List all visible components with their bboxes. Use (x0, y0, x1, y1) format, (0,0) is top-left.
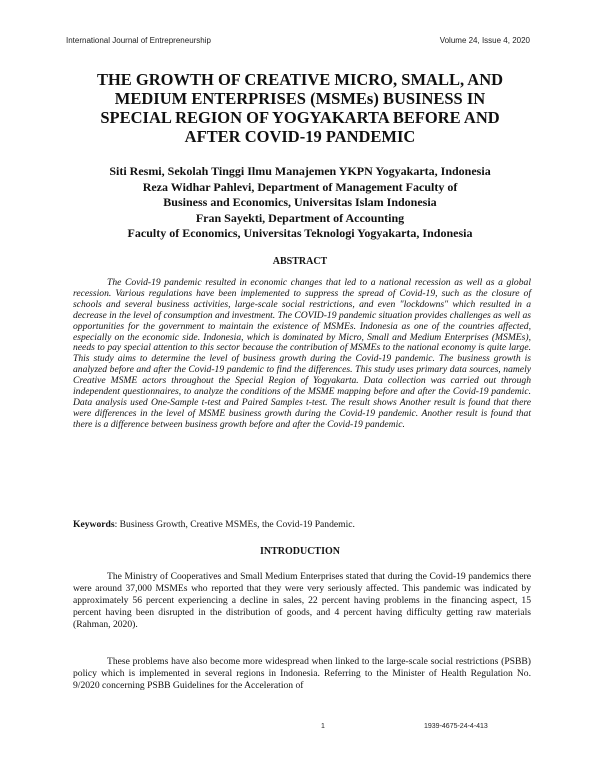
title-line: MEDIUM ENTERPRISES (MSMEs) BUSINESS IN (114, 89, 486, 108)
keywords-label: Keywords (73, 519, 115, 530)
abstract-text: The Covid-19 pandemic resulted in economic changes that led to a national recession as well as a global recession. Various regulations have been implemented to suppress the spread of Covid-19, such as the closure of schools and several business activities, large-scale social restrictions, and even "lockdowns" which resulted in a decrease in the level of consumption and investment. The COVID-19 pandemic situation provides challenges as well as opportunities for the government to maintain the existence of MSMEs. Indonesia as one of the countries affected, especially on the economic side. Indonesia, which is dominated by Micro, Small and Medium Enterprises (MSMEs), needs to pay special attention to this sector because the contribution of MSMEs to the national economy is quite large. This study aims to determine the level of business growth during the Covid-19 pandemic. The business growth is analyzed before and after the Covid-19 pandemic to find the differences. This study uses primary data sources, namely Creative MSME actors throughout the Special Region of Yogyakarta. Data collection was carried out through independent questionnaires, to analyze the conditions of the MSME mapping before and after the Covid-19 pandemic. Data analysis used One-Sample t-test and Paired Samples t-test. The result shows Another result is found that there were differences in the level of MSME business growth during the Covid-19 pandemic. Another result is found that there is a difference between business growth before and after the Covid-19 pandemic. (73, 277, 531, 430)
intro-paragraph: These problems have also become more widespread when linked to the large-scale social restrictions (PSBB) policy which is implemented in several regions in Indonesia. Referring to the Minister of Health Regulation No. 9/2020 concerning PSBB Guidelines for the Acceleration of (73, 656, 531, 692)
author-line: Business and Economics, Universitas Islam Indonesia (163, 195, 437, 209)
page-number: 1 (321, 723, 325, 730)
keywords-text: : Business Growth, Creative MSMEs, the Covid-19 Pandemic. (114, 519, 355, 530)
author-line: Fran Sayekti, Department of Accounting (195, 210, 405, 225)
article-code: 1939-4675-24-4-413 (424, 723, 488, 730)
keywords (73, 519, 531, 530)
author-line: Faculty of Economics, Universitas Teknologi Yogyakarta, Indonesia (127, 226, 473, 240)
abstract-heading: ABSTRACT (272, 256, 328, 267)
title-line: AFTER COVID-19 PANDEMIC (184, 127, 416, 146)
volume-issue: Volume 24, Issue 4, 2020 (439, 36, 530, 45)
intro-paragraph: The Ministry of Cooperatives and Small Medium Enterprises stated that during the Covid-19 pandemics there were around 37,000 MSMEs who reported that they were very seriously affected. This pandemic was indicated by approximately 56 percent experiencing a decline in sales, 22 percent having problems in the financing aspect, 15 percent having been disrupted in the distribution of goods, and 4 percent having difficulty getting raw materials (Rahman, 2020). (73, 571, 531, 631)
title-line: SPECIAL REGION OF YOGYAKARTA BEFORE AND (100, 108, 500, 127)
author-block (60, 164, 540, 242)
author-line: Siti Resmi, Sekolah Tinggi Ilmu Manajemen YKPN Yogyakarta, Indonesia (109, 164, 491, 178)
paper-title (60, 70, 540, 146)
journal-name: International Journal of Entrepreneurship (66, 36, 211, 45)
author-line: Reza Widhar Pahlevi, Department of Management Faculty of (142, 179, 458, 194)
title-line: THE GROWTH OF CREATIVE MICRO, SMALL, AND (96, 70, 504, 89)
introduction-heading: INTRODUCTION (259, 546, 340, 557)
